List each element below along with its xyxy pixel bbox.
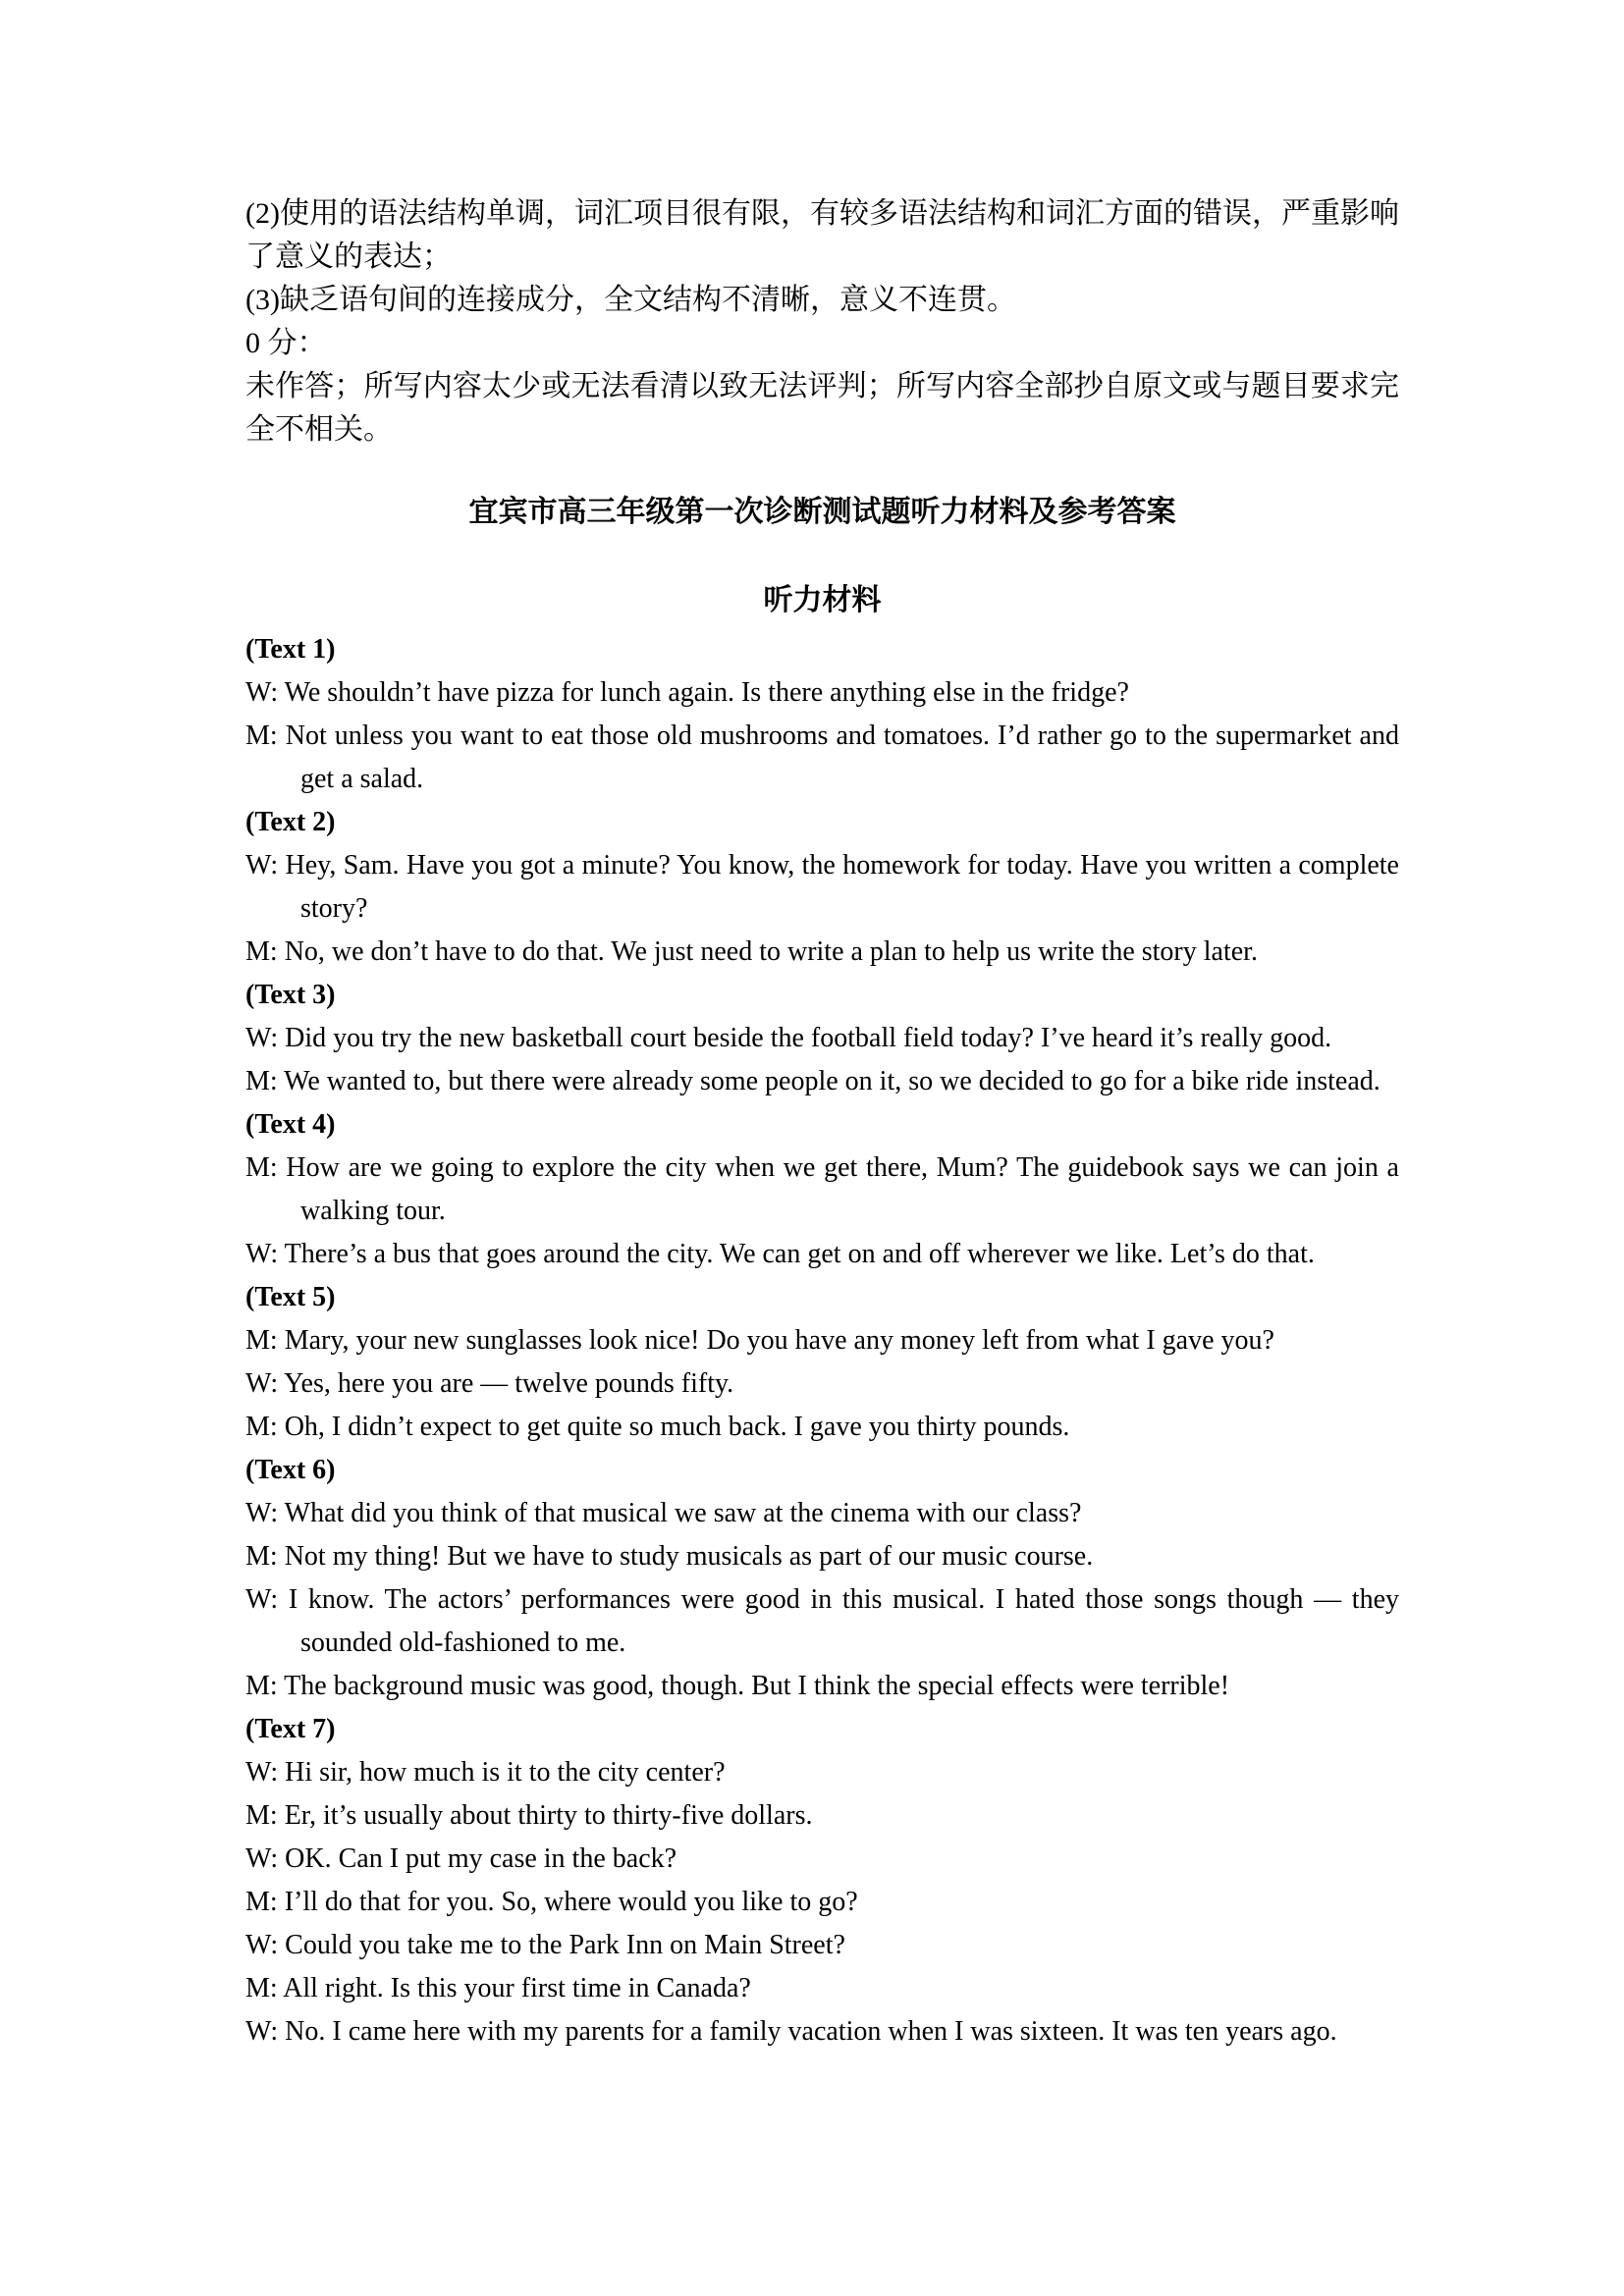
dialogue-line: W: Could you take me to the Park Inn on Main Street? — [245, 1930, 845, 1960]
text-section-label: (Text 5) — [245, 1282, 336, 1312]
dialogue-line: M: No, we don’t have to do that. We just need to write a plan to help us write the story later. — [245, 936, 1258, 967]
speaker-label: W: — [245, 677, 285, 708]
dialogue-line: M: I’ll do that for you. So, where would you like to go? — [245, 1887, 858, 1917]
speaker-label: W: — [245, 1023, 286, 1053]
transcripts-block — [245, 628, 1399, 2054]
dialogue-line: W: Yes, here you are — twelve pounds fifty. — [245, 1368, 734, 1399]
dialogue-line: W: OK. Can I put my case in the back? — [245, 1843, 677, 1874]
text-section-label: (Text 2) — [245, 807, 336, 837]
speaker-label: W: — [245, 1930, 286, 1960]
dialogue-line: W: We shouldn’t have pizza for lunch again. Is there anything else in the fridge? — [245, 677, 1129, 708]
speaker-label: M: — [245, 1066, 285, 1096]
speaker-label: M: — [245, 1671, 285, 1701]
speaker-label: M: — [245, 1973, 284, 2003]
grading-line: 未作答；所写内容太少或无法看清以致无法评判；所写内容全部抄自原文或与题目要求完全不相关。 — [245, 370, 1399, 446]
speaker-label: M: — [245, 1325, 285, 1356]
listening-material-heading: 听力材料 — [763, 584, 882, 616]
dialogue-line: W: No. I came here with my parents for a family vacation when I was sixteen. It was ten years ago. — [245, 2016, 1337, 2047]
speaker-label: W: — [245, 1239, 285, 1269]
grading-line: (3)缺乏语句间的连接成分，全文结构不清晰，意义不连贯。 — [245, 284, 1016, 316]
dialogue-line: M: Mary, your new sunglasses look nice! Do you have any money left from what I gave you? — [245, 1325, 1274, 1356]
grading-line: (2)使用的语法结构单调，词汇项目很有限，有较多语法结构和词汇方面的错误，严重影响了意义的表达； — [245, 197, 1399, 273]
dialogue-line: M: Not unless you want to eat those old mushrooms and tomatoes. I’d rather go to the supermarket and get a salad. — [245, 721, 1399, 794]
dialogue-line: M: Er, it’s usually about thirty to thirty-five dollars. — [245, 1800, 813, 1831]
speaker-label: W: — [245, 2016, 286, 2047]
speaker-label: W: — [245, 850, 286, 881]
text-section-label: (Text 7) — [245, 1714, 336, 1744]
speaker-label: M: — [245, 1800, 285, 1831]
dialogue-line: W: I know. The actors’ performances were good in this musical. I hated those songs though — they sounded old-fashioned to me. — [245, 1584, 1400, 1658]
speaker-label: M: — [245, 936, 285, 967]
dialogue-line: M: Oh, I didn’t expect to get quite so much back. I gave you thirty pounds. — [245, 1412, 1070, 1442]
text-section-label: (Text 3) — [245, 980, 336, 1010]
dialogue-line: W: What did you think of that musical we saw at the cinema with our class? — [245, 1498, 1082, 1528]
speaker-label: W: — [245, 1584, 289, 1615]
dialogue-line: W: There’s a bus that goes around the city. We can get on and off wherever we like. Let’s do that. — [245, 1239, 1315, 1269]
speaker-label: W: — [245, 1843, 286, 1874]
text-section-label: (Text 4) — [245, 1109, 336, 1140]
dialogue-line: W: Hi sir, how much is it to the city center? — [245, 1757, 726, 1788]
dialogue-line: M: How are we going to explore the city when we get there, Mum? The guidebook says we can join a walking tour. — [245, 1152, 1399, 1226]
speaker-label: M: — [245, 1887, 285, 1917]
dialogue-line: M: We wanted to, but there were already some people on it, so we decided to go for a bike ride instead. — [245, 1066, 1380, 1096]
speaker-label: W: — [245, 1368, 285, 1399]
speaker-label: M: — [245, 1152, 287, 1183]
document-title: 宜宾市高三年级第一次诊断测试题听力材料及参考答案 — [468, 496, 1176, 528]
text-section-label: (Text 6) — [245, 1455, 336, 1485]
dialogue-line: M: The background music was good, though. But I think the special effects were terrible! — [245, 1671, 1230, 1701]
dialogue-line: W: Did you try the new basketball court beside the football field today? I’ve heard it’s really good. — [245, 1023, 1332, 1053]
speaker-label: M: — [245, 721, 286, 751]
grading-line: 0 分： — [245, 327, 327, 359]
text-section-label: (Text 1) — [245, 634, 336, 665]
dialogue-line: W: Hey, Sam. Have you got a minute? You know, the homework for today. Have you written a complete story? — [245, 850, 1399, 924]
speaker-label: W: — [245, 1498, 285, 1528]
dialogue-line: M: Not my thing! But we have to study musicals as part of our music course. — [245, 1541, 1094, 1572]
dialogue-line: M: All right. Is this your first time in Canada? — [245, 1973, 751, 2003]
speaker-label: M: — [245, 1412, 285, 1442]
grading-criteria-block — [245, 192, 1399, 452]
speaker-label: W: — [245, 1757, 286, 1788]
speaker-label: M: — [245, 1541, 285, 1572]
